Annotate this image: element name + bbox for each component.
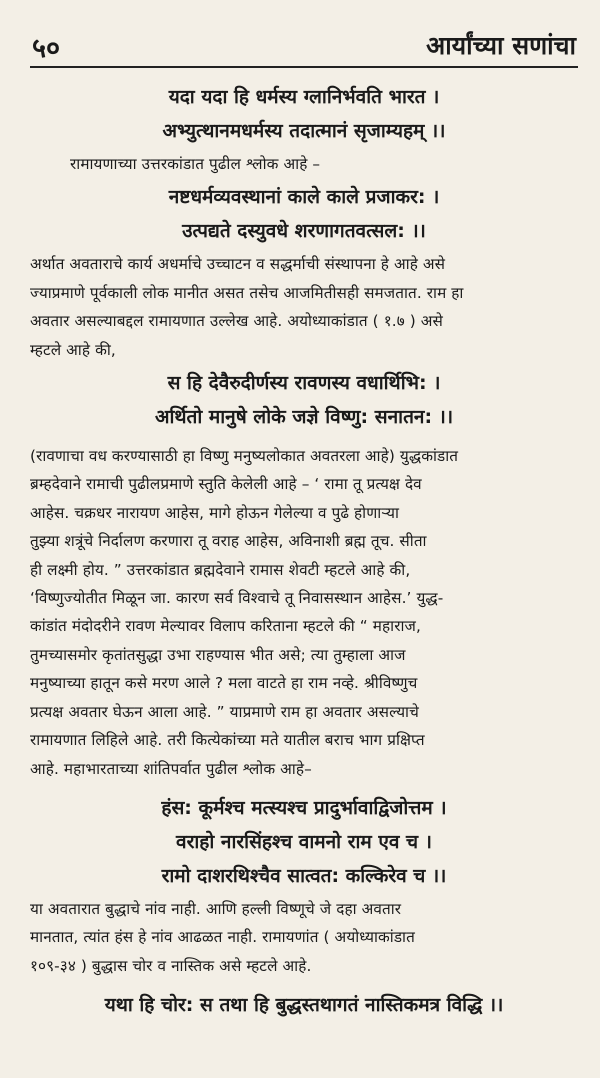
text-line: आहेस. चक्रधर नारायण आहेस, मागे होऊन गेलेल्या व पुढे होणाऱ्या — [30, 503, 400, 522]
text-line: आहे. महाभारताच्या शांतिपर्वात पुढील श्लोक आहे– — [30, 759, 312, 778]
text-line: मनुष्याच्या हातून कसे मरण आले ? मला वाटते हा राम नव्हे. श्रीविष्णुच — [30, 674, 418, 693]
text-line: रामायणात लिहिले आहे. तरी कित्येकांच्या मते यातील बराच भाग प्रक्षिप्त — [30, 731, 425, 750]
verse-line: हंस: कूर्मश्च मत्स्यश्च प्रादुर्भावाद्विजोत्तम । — [161, 796, 447, 819]
text-line: (रावणाचा वध करण्यासाठी हा विष्णु मनुष्यलोकात अवतरला आहे) युद्धकांडात — [30, 447, 459, 466]
text-line: ‘विष्णुज्योतीत मिळून जा. कारण सर्व विश्वाचे तू निवासस्थान आहेस.’ युद्ध- — [30, 589, 444, 608]
page-number: ५० — [32, 33, 61, 64]
verse-line: वराहो नारसिंहश्च वामनो राम एव च । — [176, 830, 432, 853]
text-line: ज्याप्रमाणे पूर्वकाली लोक मानीत असत तसेच आजमितीसही समजतात. राम हा — [30, 283, 464, 302]
text-line: ब्रम्हदेवाने रामाची पुढीलप्रमाणे स्तुति केलेली आहे – ‘ रामा तू प्रत्यक्ष देव — [30, 475, 422, 494]
verse-uttarakanda — [30, 180, 578, 248]
text-line: तुझ्या शत्रूंचे निर्दालण करणारा तू वराह आहेस, अविनाशी ब्रह्म तूच. सीता — [30, 532, 427, 551]
paragraph-buddha — [30, 895, 578, 980]
verse-line: रामो दाशरथिश्चैव सात्वत: कल्किरेव च ।। — [161, 864, 447, 887]
verse-line: अर्थितो मानुषे लोके जज्ञे विष्णु: सनातन: ।। — [154, 406, 454, 429]
text-line: अवतार असल्याबद्दल रामायणात उल्लेख आहे. अयोध्याकांडात ( १.७ ) असे — [30, 312, 443, 331]
verse-line: स हि देवैरुदीर्णस्य रावणस्य वधार्थिभि: । — [167, 372, 441, 395]
paragraph-avatar — [30, 250, 578, 364]
verse-shantiparva — [30, 791, 578, 893]
text-line: १०९-३४ ) बुद्धास चोर व नास्तिक असे म्हटले आहे. — [30, 956, 312, 975]
verse-line: नष्टधर्मव्यवस्थानां काले काले प्रजाकर: । — [168, 186, 440, 209]
page-header — [30, 26, 578, 68]
text-line: मानतात, त्यांत हंस हे नांव आढळत नाही. रामायणांत ( अयोध्याकांडात — [30, 928, 415, 947]
verse-ayodhyakanda — [30, 366, 578, 434]
verse-line: यथा हि चोर: स तथा हि बुद्धस्तथागतं नास्तिकमत्र विद्धि ।। — [104, 994, 504, 1017]
text-line: ही लक्ष्मी होय. ” उत्तरकांडात ब्रह्मदेवाने रामास शेवटी म्हटले आहे की, — [30, 560, 411, 579]
verse-line: यदा यदा हि धर्मस्य ग्लानिर्भवति भारत । — [168, 86, 440, 108]
verse-buddha-chora — [30, 988, 578, 1022]
text-line: म्हटले आहे की, — [30, 340, 116, 359]
text-line: प्रत्यक्ष अवतार घेऊन आला आहे. ” याप्रमाणे राम हा अवतार असल्याचे — [30, 702, 419, 721]
verse-line: उत्पद्यते दस्युवधे शरणागतवत्सल: ।। — [182, 220, 426, 243]
verse-line: अभ्युत्थानमधर्मस्य तदात्मानं सृजाम्यहम् ।। — [162, 120, 446, 142]
intro-uttarakanda: रामायणाच्या उत्तरकांडात पुढील श्लोक आहे – — [70, 155, 321, 173]
paragraph-yuddhakanda — [30, 442, 578, 783]
verse-gita — [30, 80, 578, 148]
text-line: अर्थात अवताराचे कार्य अधर्माचे उच्चाटन व सद्धर्माची संस्थापना हे आहे असे — [30, 255, 446, 274]
text-line: कांडांत मंदोदरीने रावण मेल्यावर विलाप करिताना म्हटले की “ महाराज, — [30, 617, 421, 636]
text-line: या अवतारात बुद्धाचे नांव नाही. आणि हल्ली विष्णूचे जे दहा अवतार — [30, 899, 402, 918]
text-line: तुमच्यासमोर कृतांतसुद्धा उभा राहण्यास भीत असे; त्या तुम्हाला आज — [30, 645, 406, 664]
running-title: आर्यांच्या सणांचा — [426, 31, 576, 60]
